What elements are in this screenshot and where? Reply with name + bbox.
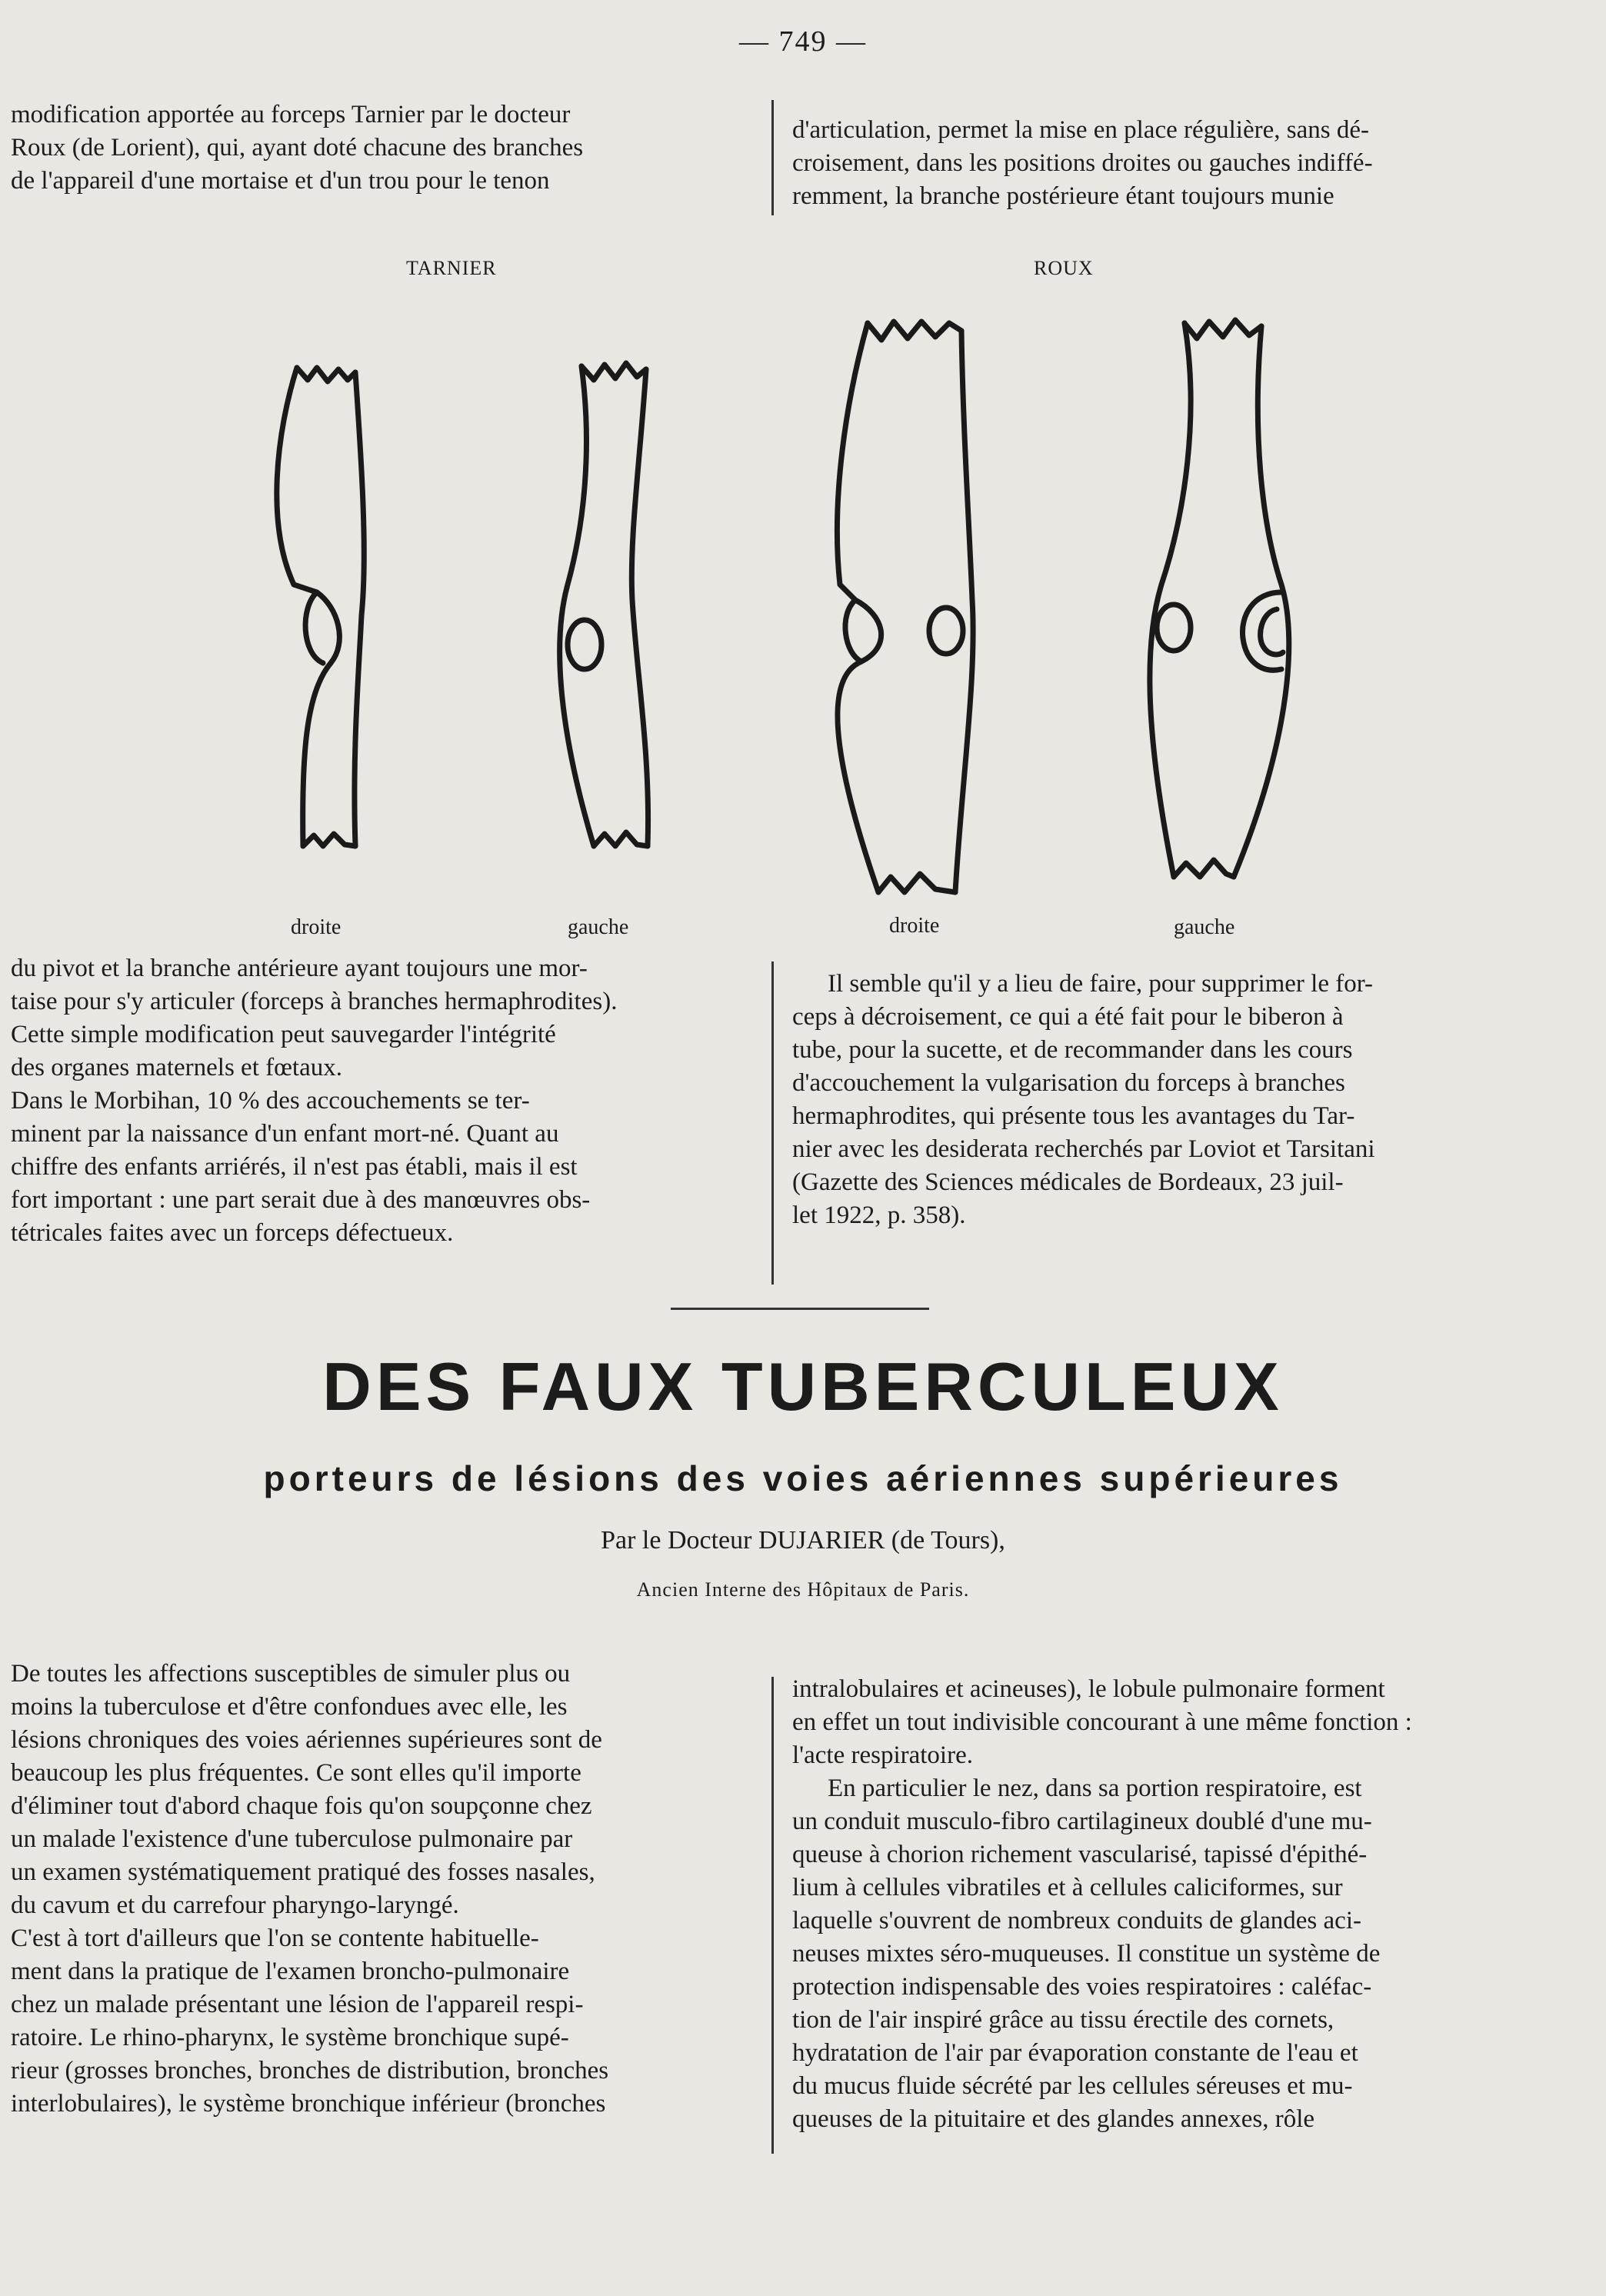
- text-line: chez un malade présentant une lésion de l'appareil respi-: [11, 1991, 584, 2018]
- text-line: lésions chroniques des voies aériennes supérieures sont de: [11, 1726, 602, 1754]
- column-divider: [771, 961, 774, 1285]
- text-line: modification apportée au forceps Tarnier par le docteur: [11, 101, 571, 128]
- text-line: un examen systématiquement pratiqué des fosses nasales,: [11, 1858, 595, 1886]
- text-line: queuses de la pituitaire et des glandes annexes, rôle: [792, 2105, 1315, 2133]
- text-line: du pivot et la branche antérieure ayant toujours une mor-: [11, 955, 588, 982]
- text-line: l'acte respiratoire.: [792, 1741, 973, 1769]
- text-line: laquelle s'ouvrent de nombreux conduits de glandes aci-: [792, 1907, 1361, 1934]
- text-line: du mucus fluide sécrété par les cellules séreuses et mu-: [792, 2072, 1353, 2100]
- text-line: ratoire. Le rhino-pharynx, le système bronchique supé-: [11, 2024, 569, 2051]
- figure-label-tarnier-droite: droite: [291, 915, 342, 939]
- text-line: Il semble qu'il y a lieu de faire, pour supprimer le for-: [828, 970, 1374, 998]
- section-rule: [671, 1308, 929, 1310]
- forceps-figure: [231, 308, 1331, 923]
- text-line: un conduit musculo-fibro cartilagineux doublé d'une mu-: [792, 1808, 1372, 1835]
- text-line: let 1922, p. 358).: [792, 1201, 966, 1229]
- article-byline: Par le Docteur DUJARIER (de Tours),: [601, 1526, 1005, 1555]
- text-line: de l'appareil d'une mortaise et d'un trou pour le tenon: [11, 167, 550, 195]
- text-line: tion de l'air inspiré grâce au tissu érectile des cornets,: [792, 2006, 1334, 2034]
- text-line: En particulier le nez, dans sa portion respiratoire, est: [828, 1774, 1362, 1802]
- text-line: moins la tuberculose et d'être confondues avec elle, les: [11, 1693, 568, 1721]
- article-subtitle: porteurs de lésions des voies aériennes supérieures: [263, 1458, 1343, 1498]
- text-line: d'éliminer tout d'abord chaque fois qu'on soupçonne chez: [11, 1792, 592, 1820]
- text-line: Cette simple modification peut sauvegarder l'intégrité: [11, 1021, 556, 1048]
- text-line: fort important : une part serait due à des manœuvres obs-: [11, 1186, 591, 1214]
- tarnier-droite-branch: [277, 368, 364, 846]
- text-line: neuses mixtes séro-muqueuses. Il constitue un système de: [792, 1940, 1381, 1968]
- article-affiliation: Ancien Interne des Hôpitaux de Paris.: [636, 1578, 970, 1601]
- top-right-column: [792, 114, 1577, 213]
- text-line: ceps à décroisement, ce qui a été fait pour le biberon à: [792, 1003, 1344, 1031]
- text-line: d'articulation, permet la mise en place régulière, sans dé-: [792, 116, 1369, 144]
- text-line: taise pour s'y articuler (forceps à branches hermaphrodites).: [11, 988, 618, 1015]
- bottom-right-column: [792, 1673, 1577, 2136]
- figure-label-roux-gauche: gauche: [1174, 915, 1235, 939]
- figure-caption-tarnier: TARNIER: [406, 257, 497, 279]
- top-left-column: [11, 98, 754, 198]
- text-line: ment dans la pratique de l'examen broncho-pulmonaire: [11, 1958, 570, 1985]
- text-line: (Gazette des Sciences médicales de Bordeaux, 23 juil-: [792, 1168, 1344, 1196]
- text-line: Roux (de Lorient), qui, ayant doté chacune des branches: [11, 134, 584, 162]
- middle-left-column: [11, 952, 754, 1250]
- page-number: — 749 —: [739, 25, 867, 58]
- text-line: du cavum et du carrefour pharyngo-laryngé.: [11, 1891, 459, 1919]
- text-line: rieur (grosses bronches, bronches de distribution, bronches: [11, 2057, 609, 2084]
- text-line: remment, la branche postérieure étant toujours munie: [792, 182, 1334, 210]
- text-line: interlobulaires), le système bronchique inférieur (bronches: [11, 2090, 606, 2118]
- figure-label-tarnier-gauche: gauche: [568, 915, 629, 939]
- text-line: minent par la naissance d'un enfant mort-né. Quant au: [11, 1120, 559, 1148]
- figure-label-roux-droite: droite: [889, 914, 940, 938]
- roux-gauche-branch: [1150, 320, 1289, 877]
- text-line: croisement, dans les positions droites ou gauches indiffé-: [792, 149, 1373, 177]
- text-line: un malade l'existence d'une tuberculose pulmonaire par: [11, 1825, 573, 1853]
- text-line: beaucoup les plus fréquentes. Ce sont elles qu'il importe: [11, 1759, 581, 1787]
- text-line: protection indispensable des voies respiratoires : caléfac-: [792, 1973, 1372, 2001]
- column-divider: [771, 1677, 774, 2154]
- text-line: queuse à chorion richement vascularisé, tapissé d'épithé-: [792, 1841, 1368, 1868]
- text-line: lium à cellules vibratiles et à cellules caliciformes, sur: [792, 1874, 1343, 1901]
- text-line: De toutes les affections susceptibles de simuler plus ou: [11, 1660, 571, 1688]
- column-divider: [771, 100, 774, 215]
- text-line: tétricales faites avec un forceps défectueux.: [11, 1219, 454, 1247]
- text-line: tube, pour la sucette, et de recommander dans les cours: [792, 1036, 1353, 1064]
- text-line: C'est à tort d'ailleurs que l'on se contente habituelle-: [11, 1924, 539, 1952]
- figure-caption-roux: ROUX: [1034, 257, 1094, 279]
- text-line: chiffre des enfants arriérés, il n'est pas établi, mais il est: [11, 1153, 578, 1181]
- roux-droite-branch: [837, 322, 973, 892]
- text-line: Dans le Morbihan, 10 % des accouchements se ter-: [11, 1087, 530, 1115]
- text-line: intralobulaires et acineuses), le lobule pulmonaire forment: [792, 1675, 1385, 1703]
- text-line: des organes maternels et fœtaux.: [11, 1054, 342, 1081]
- bottom-left-column: [11, 1658, 754, 2121]
- article-title: DES FAUX TUBERCULEUX: [322, 1348, 1284, 1425]
- text-line: nier avec les desiderata recherchés par Loviot et Tarsitani: [792, 1135, 1375, 1163]
- tarnier-gauche-branch: [560, 363, 648, 846]
- text-line: d'accouchement la vulgarisation du forceps à branches: [792, 1069, 1345, 1097]
- text-line: hermaphrodites, qui présente tous les avantages du Tar-: [792, 1102, 1355, 1130]
- text-line: hydratation de l'air par évaporation constante de l'eau et: [792, 2039, 1358, 2067]
- middle-right-column: [792, 968, 1577, 1232]
- text-line: en effet un tout indivisible concourant à une même fonction :: [792, 1708, 1412, 1736]
